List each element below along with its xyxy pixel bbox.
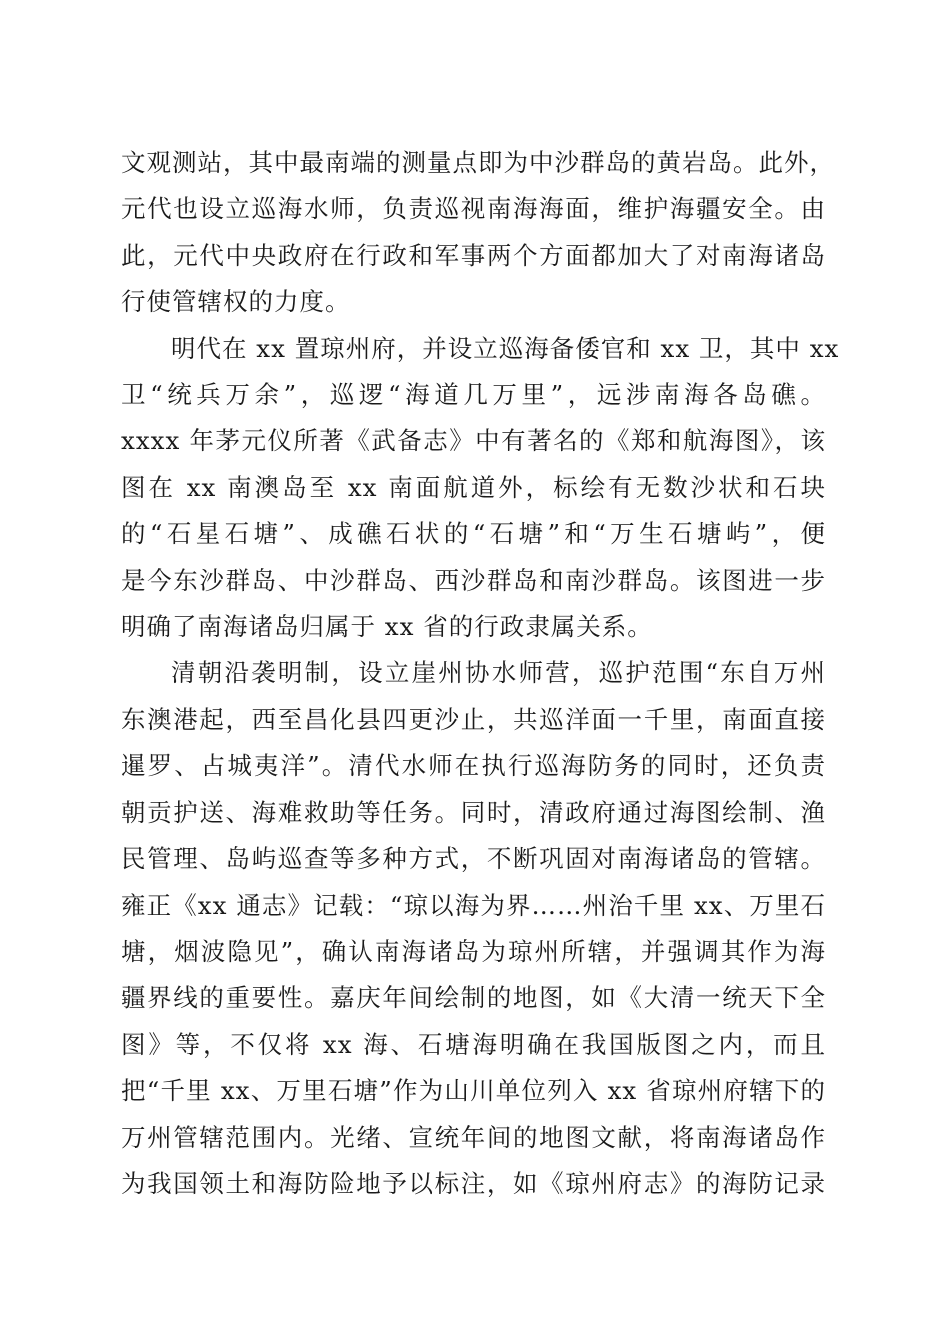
text-line: 明确了南海诸岛归属于 xx 省的行政隶属关系。	[121, 612, 653, 642]
text-line: 图》等，不仅将 xx 海、石塘海明确在我国版图之内，而且	[121, 1029, 826, 1059]
text-line: 清朝沿袭明制，设立崖州协水师营，巡护范围“东自万州	[171, 658, 826, 688]
text-line: 万州管辖范围内。光绪、宣统年间的地图文献，将南海诸岛作	[121, 1122, 826, 1152]
text-line: 为我国领土和海防险地予以标注，如《琼州府志》的海防记录	[121, 1168, 826, 1198]
text-line: 把“千里 xx、万里石塘”作为山川单位列入 xx 省琼州府辖下的	[121, 1076, 826, 1106]
paragraph-qing-dynasty	[121, 650, 826, 1207]
text-line: 暹罗、占城夷洋”。清代水师在执行巡海防务的同时，还负责	[121, 751, 826, 781]
text-line: 塘，烟波隐见”，确认南海诸岛为琼州所辖，并强调其作为海	[121, 936, 826, 966]
text-line: 疆界线的重要性。嘉庆年间绘制的地图，如《大清一统天下全	[121, 983, 826, 1013]
text-line: 民管理、岛屿巡查等多种方式，不断巩固对南海诸岛的管辖。	[121, 844, 826, 874]
text-line: 明代在 xx 置琼州府，并设立巡海备倭官和 xx 卫，其中 xx	[171, 333, 840, 363]
text-line: 此，元代中央政府在行政和军事两个方面都加大了对南海诸岛	[121, 240, 826, 270]
paragraph-yuan-dynasty	[121, 140, 835, 326]
text-line: 元代也设立巡海水师，负责巡视南海海面，维护海疆安全。由	[121, 194, 826, 224]
text-line: 卫“统兵万余”，巡逻“海道几万里”，远涉南海各岛礁。	[121, 380, 826, 410]
document-body	[121, 140, 840, 1207]
text-line: xxxx 年茅元仪所著《武备志》中有著名的《郑和航海图》，该	[121, 426, 826, 456]
text-line: 的“石星石塘”、成礁石状的“石塘”和“万生石塘屿”，便	[121, 519, 826, 549]
text-line: 东澳港起，西至昌化县四更沙止，共巡洋面一千里，南面直接	[121, 704, 826, 734]
text-line: 是今东沙群岛、中沙群岛、西沙群岛和南沙群岛。该图进一步	[121, 565, 826, 595]
text-line: 雍正《xx 通志》记载：“琼以海为界……州治千里 xx、万里石	[121, 890, 826, 920]
paragraph-ming-dynasty	[121, 326, 840, 651]
text-line: 图在 xx 南澳岛至 xx 南面航道外，标绘有无数沙状和石块	[121, 472, 826, 502]
text-line: 文观测站，其中最南端的测量点即为中沙群岛的黄岩岛。此外，	[121, 148, 835, 177]
text-line: 朝贡护送、海难救助等任务。同时，清政府通过海图绘制、渔	[121, 797, 826, 827]
text-line: 行使管辖权的力度。	[121, 287, 351, 317]
